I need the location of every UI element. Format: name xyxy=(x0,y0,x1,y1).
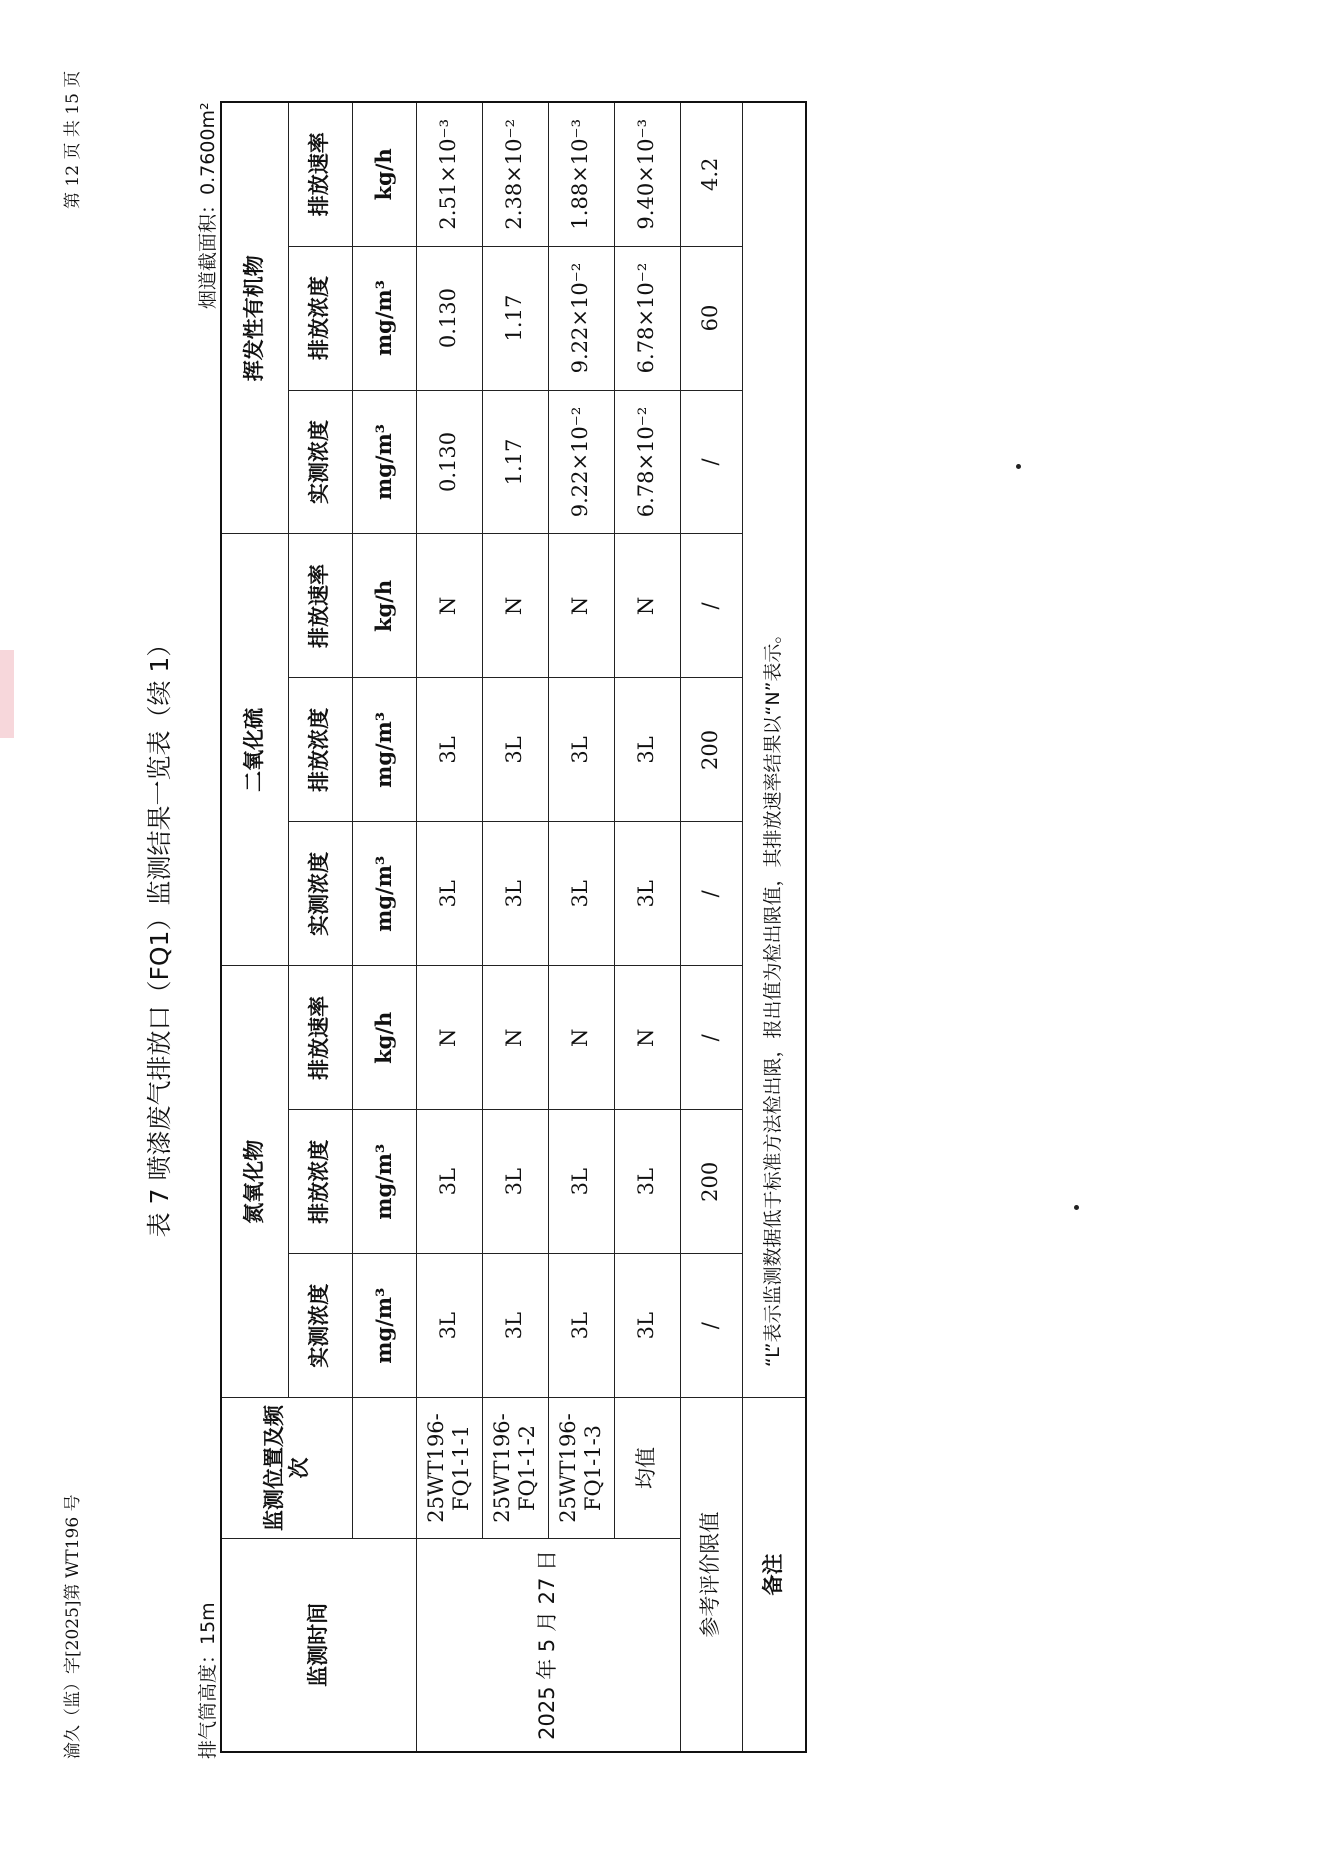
cell: N xyxy=(482,534,548,678)
cell: 3L xyxy=(482,1254,548,1398)
cell: 6.78×10⁻² xyxy=(614,390,680,534)
results-table xyxy=(220,101,807,1753)
group-nox: 氮氧化物 xyxy=(221,966,288,1398)
table-row xyxy=(614,102,680,1752)
cell: 1.88×10⁻³ xyxy=(548,102,614,246)
unit-blank xyxy=(352,1398,416,1539)
limit-cell: / xyxy=(680,534,742,678)
page-indicator: 第 12 页 共 15 页 xyxy=(63,70,83,209)
row-label: 25WT196-FQ1-1-2 xyxy=(482,1398,548,1539)
cell: 0.130 xyxy=(416,390,482,534)
row-label-mean: 均值 xyxy=(614,1398,680,1539)
cell: 3L xyxy=(614,1110,680,1254)
unit-cell: kg/h xyxy=(352,966,416,1110)
sub-emission-conc: 排放浓度 xyxy=(288,1110,352,1254)
sub-measured: 实测浓度 xyxy=(288,822,352,966)
cell: N xyxy=(548,534,614,678)
cell: 3L xyxy=(614,822,680,966)
limit-cell: / xyxy=(680,390,742,534)
cell: N xyxy=(416,966,482,1110)
cell: N xyxy=(416,534,482,678)
unit-cell: mg/m³ xyxy=(352,678,416,822)
header-location: 监测位置及频次 xyxy=(221,1398,352,1539)
cell: N xyxy=(548,966,614,1110)
cell: 9.22×10⁻² xyxy=(548,246,614,390)
cell: 3L xyxy=(614,678,680,822)
stack-height: 排气筒高度：15m xyxy=(197,1602,219,1759)
limit-label: 参考评价限值 xyxy=(680,1398,742,1752)
header-time: 监测时间 xyxy=(221,1538,416,1752)
cell: 3L xyxy=(416,678,482,822)
unit-cell: mg/m³ xyxy=(352,822,416,966)
remark-label: 备注 xyxy=(742,1398,806,1752)
flue-area: 烟道截面积：0.7600m² xyxy=(197,102,219,309)
remark-row xyxy=(742,102,806,1752)
group-so2: 二氧化硫 xyxy=(221,534,288,966)
cell: 2.38×10⁻² xyxy=(482,102,548,246)
cell: 3L xyxy=(548,1254,614,1398)
unit-cell: kg/h xyxy=(352,102,416,246)
cell: 3L xyxy=(548,822,614,966)
cell: 3L xyxy=(548,1110,614,1254)
date-cell: 2025 年 5 月 27 日 xyxy=(416,1538,680,1752)
limit-row xyxy=(680,102,742,1752)
unit-cell: mg/m³ xyxy=(352,390,416,534)
limit-cell: / xyxy=(680,822,742,966)
cell: 3L xyxy=(614,1254,680,1398)
sub-measured: 实测浓度 xyxy=(288,390,352,534)
sub-emission-conc: 排放浓度 xyxy=(288,246,352,390)
row-label: 25WT196-FQ1-1-1 xyxy=(416,1398,482,1539)
cell: 3L xyxy=(482,822,548,966)
document-number: 渝久（监）字[2025]第 WT196 号 xyxy=(63,1494,83,1759)
sub-emission-rate: 排放速率 xyxy=(288,534,352,678)
table-row xyxy=(482,102,548,1752)
cell: 3L xyxy=(482,1110,548,1254)
remark-text: “L”表示监测数据低于标准方法检出限，报出值为检出限值，其排放速率结果以“N”表示。 xyxy=(742,102,806,1398)
cell: N xyxy=(614,966,680,1110)
cell: 2.51×10⁻³ xyxy=(416,102,482,246)
sub-emission-conc: 排放浓度 xyxy=(288,678,352,822)
sub-emission-rate: 排放速率 xyxy=(288,966,352,1110)
cell: 9.22×10⁻² xyxy=(548,390,614,534)
cell: 6.78×10⁻² xyxy=(614,246,680,390)
group-header-row xyxy=(221,102,288,1752)
table-row xyxy=(416,102,482,1752)
limit-cell: / xyxy=(680,1254,742,1398)
unit-cell: kg/h xyxy=(352,534,416,678)
cell: 9.40×10⁻³ xyxy=(614,102,680,246)
unit-cell: mg/m³ xyxy=(352,246,416,390)
group-voc: 挥发性有机物 xyxy=(221,102,288,534)
cell: 3L xyxy=(548,678,614,822)
cell: 3L xyxy=(482,678,548,822)
cell: 3L xyxy=(416,1254,482,1398)
limit-cell: / xyxy=(680,966,742,1110)
cell: 3L xyxy=(416,1110,482,1254)
cell: N xyxy=(482,966,548,1110)
cell: 0.130 xyxy=(416,246,482,390)
limit-cell: 60 xyxy=(680,246,742,390)
unit-cell: mg/m³ xyxy=(352,1254,416,1398)
sub-measured: 实测浓度 xyxy=(288,1254,352,1398)
cell: 1.17 xyxy=(482,390,548,534)
row-label: 25WT196-FQ1-1-3 xyxy=(548,1398,614,1539)
sub-emission-rate: 排放速率 xyxy=(288,102,352,246)
table-title: 表 7 喷漆废气排放口（FQ1）监测结果一览表（续 1） xyxy=(145,631,174,1238)
cell: 3L xyxy=(416,822,482,966)
limit-cell: 200 xyxy=(680,1110,742,1254)
limit-cell: 200 xyxy=(680,678,742,822)
limit-cell: 4.2 xyxy=(680,102,742,246)
cell: 1.17 xyxy=(482,246,548,390)
table-row xyxy=(548,102,614,1752)
unit-cell: mg/m³ xyxy=(352,1110,416,1254)
unit-row xyxy=(352,102,416,1752)
cell: N xyxy=(614,534,680,678)
